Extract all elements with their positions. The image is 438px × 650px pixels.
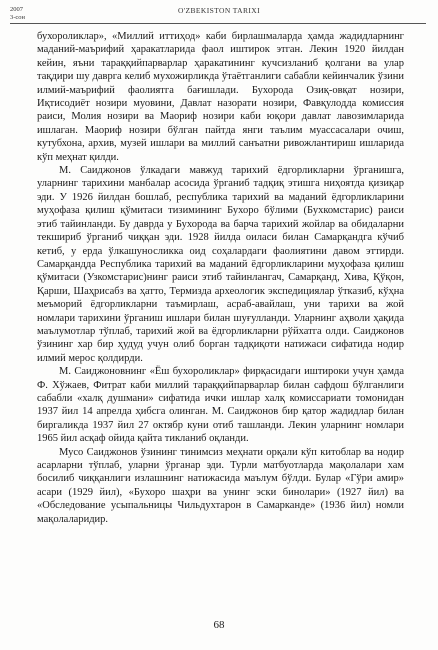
page-number: 68 <box>213 619 225 631</box>
header-journal-title: O'ZBEKISTON TARIXI <box>177 6 261 15</box>
header-divider <box>10 23 426 24</box>
header-issue: 3-сон <box>10 13 26 21</box>
header-year: 2007 <box>10 6 23 13</box>
paragraph: М. Саиджонов ўлкадаги мавжуд тарихий ёдгорликларни ўрганишга, уларнинг тарихини манбалар асосида ўрганиб тадқиқ этишга ниҳоятда қизиқар эди. У 1926 йилдан бошлаб, республика тарихий ва маданий ёдгорликларини муҳофаза қилиш қўмитаси тизимининг Бухоро бўлими (Бухкомстарис) раиси этиб тайинланди. Бу даврда у Бухорода ва барча тарихий жойлар ва обидаларни текшириб ўрганиб чиққан эди. 1928 йилда оиласи билан Самарқандга кўчиб кетиб, у ерда ўлкашуносликка оид соҳалардаги фаолиятини давом эттирди. Самарқандда Республика тарихий ва маданий ёдгорликларини муҳофаза қилиш қўмитаси (Узкомстарис)нинг раиси этиб тайинлангач, Самарқанд, Хива, Қўқон, Қарши, Шаҳрисабз ва ҳатто, Термизда археологик экспедициялар ўтказиб, кўҳна меъморий ёдгорликларни таъмирлаш, асраб-авайлаш, уни тарихи ва жой номлари тарихини ўрганиш ишлари билан шуғулланди. Уларнинг аҳволи ҳақида маълумотлар тўплаб, тарихий жой ва ёдгорликларни рўйхатга олди. Саиджонов ўзининг хар бир ҳудуд учун олиб борган тадқиқоти натижаси сифатида нодир илмий мерос қолдирди. <box>37 165 404 364</box>
paragraph: М. Саиджоновнинг «Ёш бухороликлар» фирқасидаги иштироки учун ҳамда Ф. Хўжаев, Фитрат каби миллий тараққийпарварлар билан сафдош бўлганлиги сабабли «халқ душмани» сифатида ички ишлар халқ комиссариати томонидан 1937 йил 14 апрелда ҳибсга олинган. М. Саиджонов бир қатор жадидлар билан биргаликда 1937 йил 27 октябр куни отиб ташланди. Лекин уларнинг номлари 1965 йил асқаф ойида қайта тикланиб оқланди. <box>37 366 404 445</box>
paragraph: Мусо Саиджонов ўзининг тинимсиз меҳнати орқали кўп китоблар ва нодир асарларни тўплаб, уларни ўрганар эди. Турли матбуотларда мақолалари хам босилиб чиққанлиги излашнинг натижасида маълум бўлди. Булар «Гўри амир» асари (1929 йил), «Бухоро шаҳри ва унинг эски бинолари» (1927 йил) ва «Обследование усыпальницы Чильдухтарон в Самарканде» (1936 йил) номли мақолаларидир. <box>37 446 404 525</box>
article-body <box>37 30 404 526</box>
paragraph: бухороликлар», «Миллий иттиҳод» каби бирлашмаларда ҳамда жадидларнинг маданий-маърифий ҳаракатларида фаол иштирок этган. Лекин 1920 йилдан кейин, яъни тараққийпарварлар ҳаракатининг кучсизланиб қолгани ва улар тақдири шу даврга келиб мухожирликда ўтаётганлиги сабабли кейинчалик ўзини илмий-маърифий фаолиятга бағишлади. Бухорода Озиқ-овқат нозири, Иқтисодиёт нозири муовини, Давлат назорати нозири, Фавқулодда комиссия раиси, Молия нозири ва Маориф нозири каби юқори давлат лавозимларида ишлаган. Маориф нозири бўлган пайтда янги таълим муассасалари очиш, кутубхона, архив, музей ишлари ва миллий санъатни ривожлантириш ишларида кўп меҳнат қилди. <box>37 31 404 163</box>
